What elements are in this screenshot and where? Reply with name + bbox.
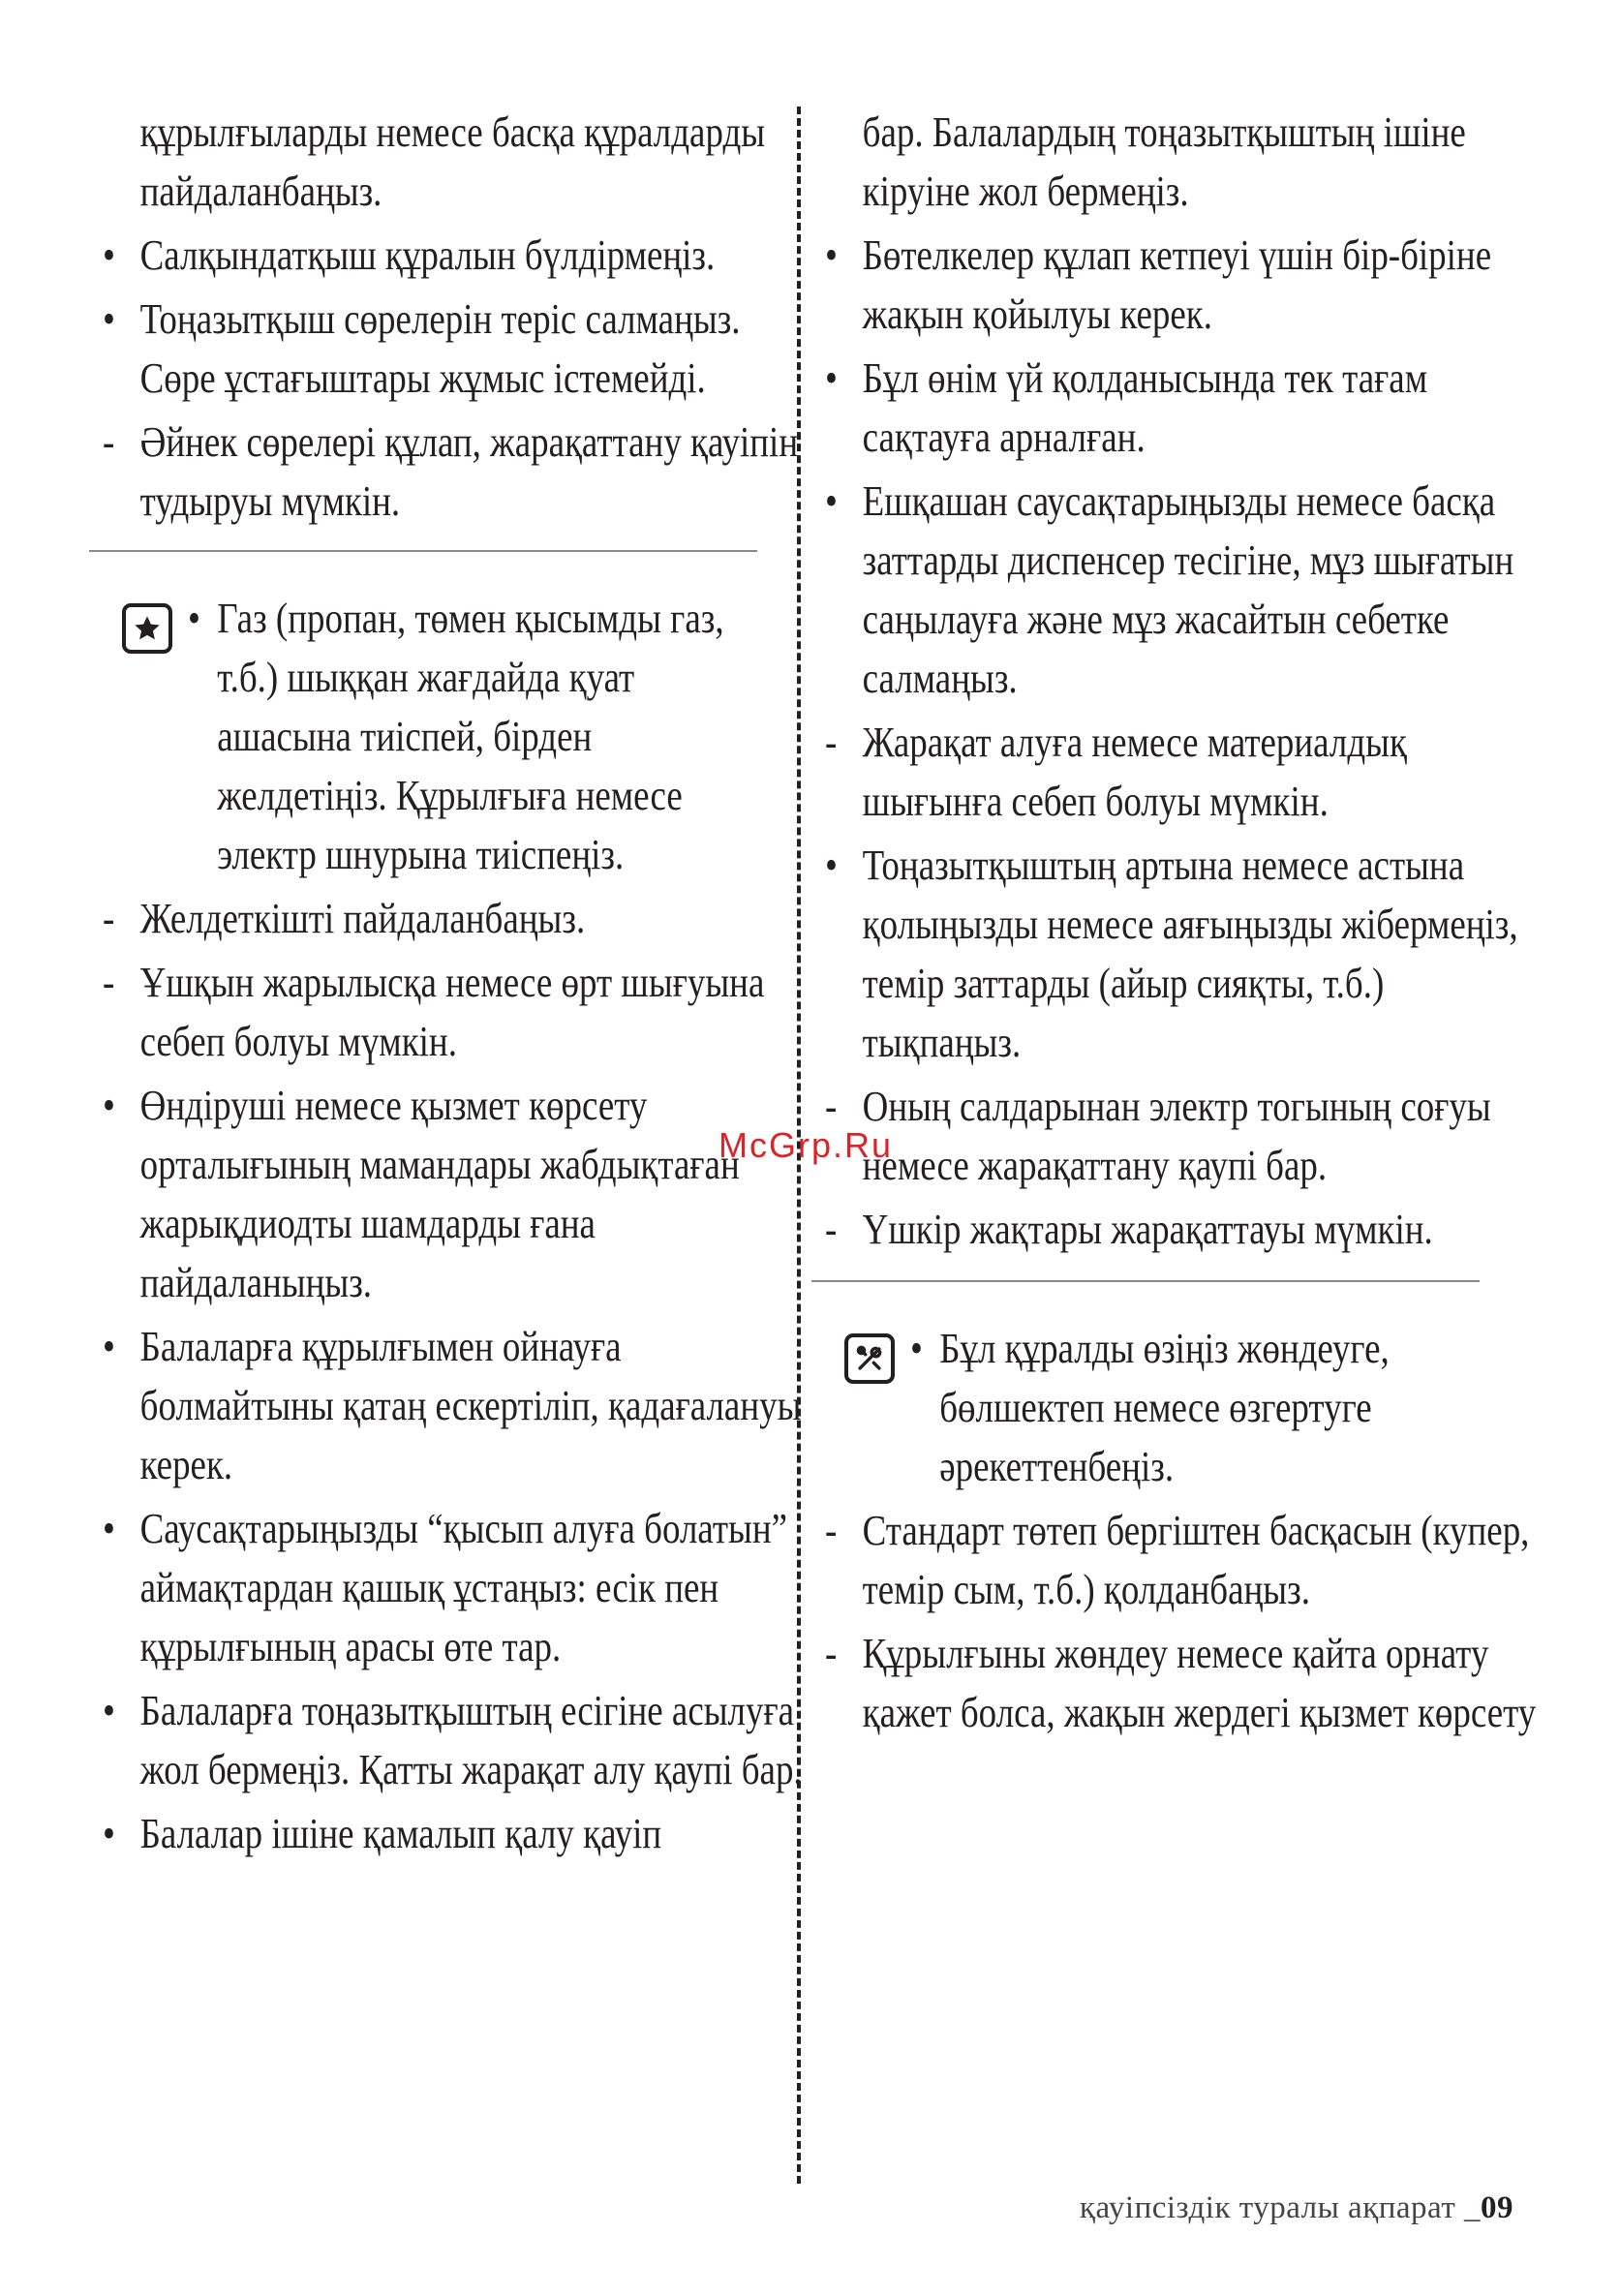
watermark: McGrp.Ru bbox=[718, 1125, 894, 1165]
note-item: • Газ (пропан, төмен қысымды газ, т.б.) шыққан жағдайда қуат ашасына тиіспей, бірден желдетіңіз. Құрылғыға немесе электр шнурына тиіспеңіз. bbox=[188, 595, 724, 878]
note-block-repair bbox=[825, 1319, 1503, 1496]
right-lead-text bbox=[825, 103, 1540, 221]
list-item: • Салқындатқыш құралын бүлдірмеңіз. bbox=[103, 231, 716, 279]
list-item: - Жарақат алуға немесе материалдық шығынға себеп болуы мүмкін. bbox=[825, 719, 1407, 825]
right-lead-continuation: бар. Балалардың тоңазытқыштың ішіне кіруіне жол бермеңіз. bbox=[862, 108, 1466, 215]
note-block-gas bbox=[103, 589, 780, 884]
list-item: • Өндіруші немесе қызмет көрсету орталығының мамандары жабдықтаған жарықдиодты шамдарды ғана пайдаланыңыз. bbox=[103, 1082, 740, 1306]
page-footer bbox=[1080, 2190, 1513, 2226]
list-item: • Бөтелкелер құлап кетпеуі үшін бір-біріне жақын қойылуы керек. bbox=[825, 231, 1492, 338]
list-item: • Тоңазытқыштың артына немесе астына қолыңызды немесе аяғыңызды жібермеңіз, темір заттарды (айыр сияқты, т.б.) тықпаңыз. bbox=[825, 842, 1518, 1066]
tools-icon bbox=[844, 1333, 895, 1384]
list-item: - Ұшқын жарылысқа немесе өрт шығуына себеп болуы мүмкін. bbox=[103, 959, 765, 1065]
list-item: • Саусақтарыңызды “қысып алуға болатын” аймақтардан қашық ұстаңыз: есік пен құрылғының арасы өте тар. bbox=[103, 1505, 788, 1670]
page-number: 09 bbox=[1481, 2190, 1513, 2225]
note-item: • Бұл құралды өзіңіз жөндеуге, бөлшектеп немесе өзгертуге әрекеттенбеңіз. bbox=[910, 1325, 1390, 1490]
star-icon bbox=[122, 603, 172, 654]
list-item: - Оның салдарынан электр тогының соғуы немесе жарақаттану қаупі бар. bbox=[825, 1083, 1491, 1189]
list-item: - Құрылғыны жөндеу немесе қайта орнату қажет болса, жақын жердегі қызмет көрсету bbox=[825, 1630, 1537, 1736]
list-item: - Стандарт төтеп бергіштен басқасын (купер, темір сым, т.б.) қолданбаңыз. bbox=[825, 1507, 1530, 1613]
list-item: - Желдеткішті пайдаланбаңыз. bbox=[103, 895, 586, 942]
footer-section-title: қауіпсіздік туралы ақпарат _ bbox=[1079, 2190, 1481, 2225]
list-item: • Балаларға құрылғымен ойнауға болмайтыны қатаң ескертіліп, қадағалануы керек. bbox=[103, 1323, 802, 1488]
list-item: • Бұл өнім үй қолданысында тек тағам сақтауға арналған. bbox=[825, 354, 1428, 461]
left-lead-continuation: құрылғыларды немесе басқа құралдарды пайдаланбаңыз. bbox=[139, 108, 766, 215]
list-item: • Ешқашан саусақтарыңызды немесе басқа заттарды диспенсер тесігіне, мұз шығатын саңылауға және мұз жасайтын себетке салмаңыз. bbox=[825, 477, 1514, 702]
left-column bbox=[103, 103, 803, 1868]
right-column bbox=[825, 103, 1537, 1747]
list-item: • Балалар ішіне қамалып қалу қауіп bbox=[103, 1810, 662, 1857]
section-divider bbox=[89, 550, 757, 552]
left-lead-text bbox=[103, 103, 817, 221]
section-divider bbox=[811, 1280, 1480, 1282]
list-item: • Балаларға тоңазытқыштың есігіне асылуға жол бермеңіз. Қатты жарақат алу қаупі бар. bbox=[103, 1687, 803, 1793]
list-item: - Әйнек сөрелері құлап, жарақаттану қауіпін тудыруы мүмкін. bbox=[103, 418, 799, 525]
list-item: • Тоңазытқыш сөрелерін теріс салмаңыз. Сөре ұстағыштары жұмыс істемейді. bbox=[103, 295, 741, 402]
list-item: - Үшкір жақтары жарақаттауы мүмкін. bbox=[825, 1206, 1433, 1253]
